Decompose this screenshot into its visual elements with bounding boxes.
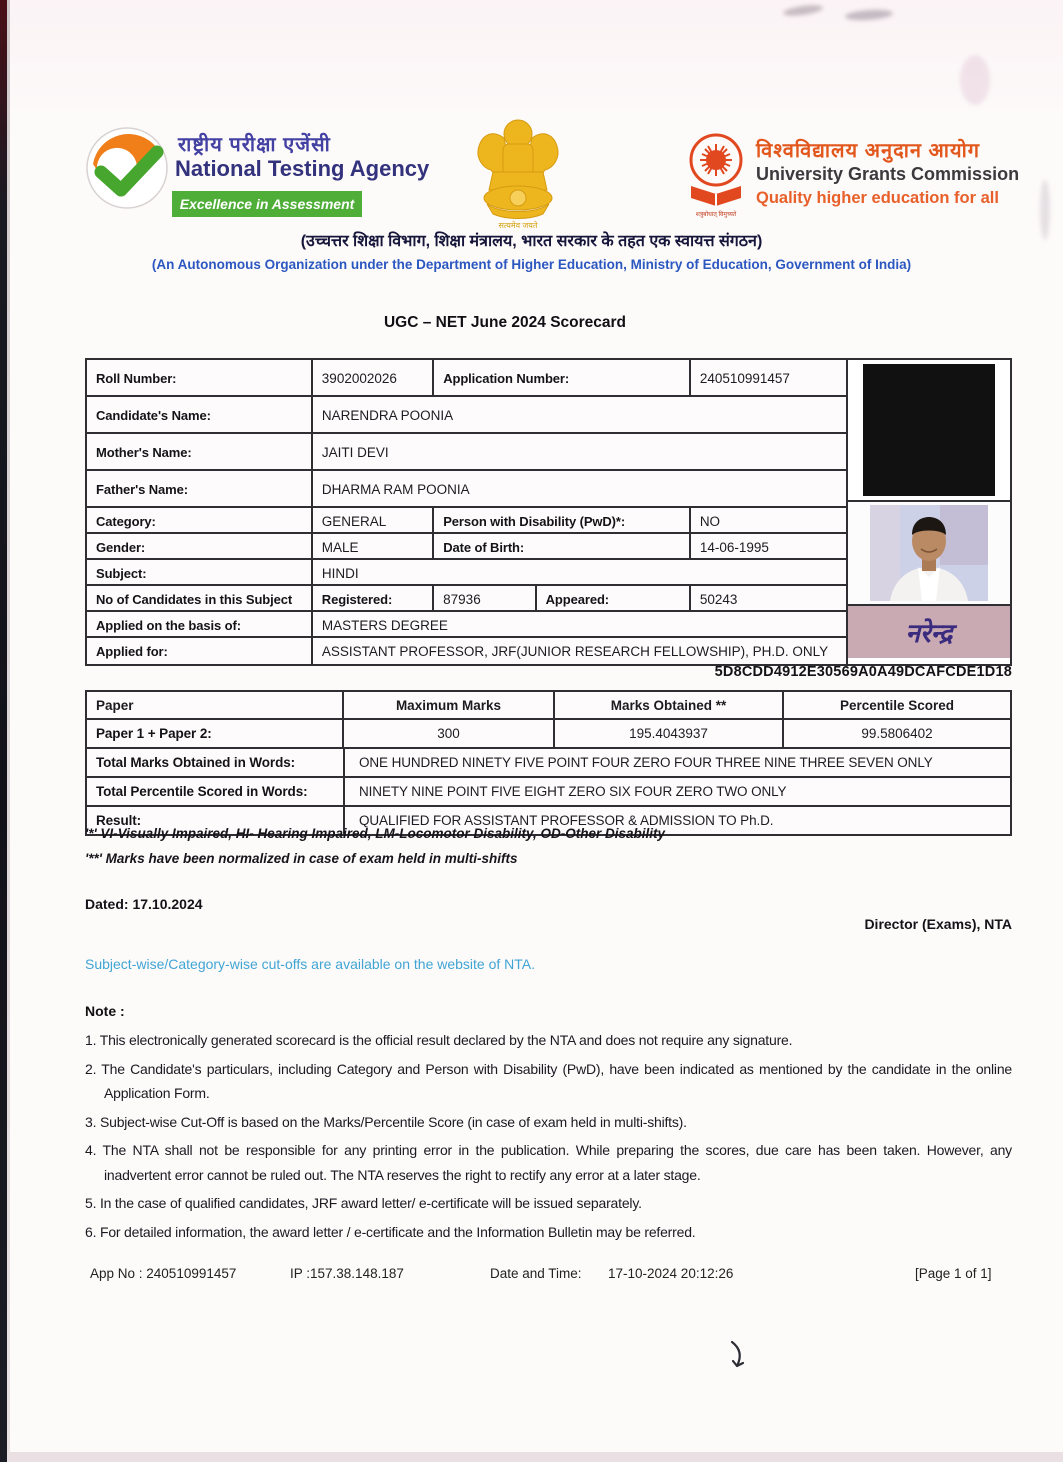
candidates-count-label: No of Candidates in this Subject xyxy=(87,586,313,612)
dob-label: Date of Birth: xyxy=(434,534,691,560)
subject-value: HINDI xyxy=(321,565,359,581)
candidate-table-grid xyxy=(85,358,848,666)
gender-label: Gender: xyxy=(87,534,313,560)
notes-list xyxy=(85,1028,1012,1248)
subject-label: Subject: xyxy=(87,560,313,586)
nta-tagline-banner xyxy=(172,191,362,217)
note-item-5: 5. In the case of qualified candidates, JRF award letter/ e-certificate will be issued separately. xyxy=(85,1195,642,1211)
total-percentile-words-value: NINETY NINE POINT FIVE EIGHT ZERO SIX FOUR ZERO TWO ONLY xyxy=(359,784,787,799)
mother-name-value: JAITI DEVI xyxy=(321,445,389,460)
percentile-value: 99.5806402 xyxy=(861,726,933,741)
category-label: Category: xyxy=(87,508,313,534)
table-row xyxy=(87,560,846,586)
pen-mark-artifact xyxy=(726,1340,748,1376)
qr-code xyxy=(848,360,1010,502)
footer-ip-address: IP :157.38.148.187 xyxy=(290,1266,404,1281)
maximum-marks-header: Maximum Marks xyxy=(344,692,555,718)
result-value: QUALIFIED FOR ASSISTANT PROFESSOR & ADMISSION TO Ph.D. xyxy=(359,813,774,828)
scan-smudge xyxy=(783,3,824,17)
dated-line: Dated: 17.10.2024 xyxy=(85,896,203,912)
verification-hash: 5D8CDD4912E30569A0A49DCAFCDE1D18 xyxy=(714,664,1012,680)
footnote-normalization: '**' Marks have been normalized in case of exam held in multi-shifts xyxy=(85,851,518,866)
pwd-value: NO xyxy=(699,513,721,529)
candidate-photo xyxy=(848,502,1010,606)
total-marks-words-value: ONE HUNDRED NINETY FIVE POINT FOUR ZERO FOUR THREE NINE THREE SEVEN ONLY xyxy=(359,755,933,770)
table-row xyxy=(87,471,846,508)
appeared-label: Appeared: xyxy=(537,586,691,612)
appeared-value: 50243 xyxy=(699,591,738,607)
table-header-row xyxy=(87,692,1010,720)
table-row xyxy=(87,586,846,612)
applied-basis-label: Applied on the basis of: xyxy=(87,612,313,638)
dob-value: 14-06-1995 xyxy=(699,539,769,555)
note-item-4: 4. The NTA shall not be responsible for any printing error in the publication. While preparing the scores, due care has been taken. However, any inadvertent error cannot be ruled out. The NTA reserves the right to rectify any error at a later stage. xyxy=(85,1142,1012,1183)
father-name-value: DHARMA RAM POONIA xyxy=(321,482,470,497)
scan-tint-top xyxy=(0,0,1063,120)
roll-number-value: 3902002026 xyxy=(313,360,434,397)
table-row xyxy=(87,612,846,638)
ugc-name-hindi: विश्वविद्यालय अनुदान आयोग xyxy=(756,140,981,162)
application-number-label: Application Number: xyxy=(434,360,691,397)
pwd-label: Person with Disability (PwD)*: xyxy=(434,508,691,534)
roll-number-label: Roll Number: xyxy=(87,360,313,397)
applied-for-label: Applied for: xyxy=(87,638,313,664)
scan-tint-bottom xyxy=(0,1452,1063,1462)
table-row xyxy=(87,534,846,560)
scan-edge-strip-light xyxy=(7,0,10,1462)
registered-label: Registered: xyxy=(313,586,434,612)
percentile-header: Percentile Scored xyxy=(839,697,955,713)
paper-header: Paper xyxy=(87,692,344,718)
gender-value: MALE xyxy=(313,534,434,560)
page-footer xyxy=(0,1266,1063,1286)
scan-smudge xyxy=(960,55,990,105)
signatory-line: Director (Exams), NTA xyxy=(864,916,1012,932)
note-item-6: 6. For detailed information, the award letter / e-certificate and the Information Bulletin may be referred. xyxy=(85,1223,696,1240)
cutoff-availability-note: Subject-wise/Category-wise cut-offs are available on the website of NTA. xyxy=(85,956,536,972)
table-row xyxy=(87,360,846,397)
table-row xyxy=(87,720,1010,749)
table-row xyxy=(87,508,846,534)
org-line-english: (An Autonomous Organization under the Department of Higher Education, Ministry of Education, Government of India) xyxy=(151,257,912,272)
total-percentile-words-label: Total Percentile Scored in Words: xyxy=(87,778,345,805)
table-row xyxy=(87,749,1010,778)
result-label: Result: xyxy=(87,807,345,834)
applied-for-value: ASSISTANT PROFESSOR, JRF(JUNIOR RESEARCH FELLOWSHIP), PH.D. ONLY xyxy=(321,643,829,659)
candidate-name-value: NARENDRA POONIA xyxy=(321,408,454,423)
note-item-1: 1. This electronically generated scorecard is the official result declared by the NTA and does not require any signature. xyxy=(85,1032,793,1048)
footer-datetime-label: Date and Time: xyxy=(490,1266,582,1281)
registered-value: 87936 xyxy=(434,586,536,612)
mother-name-label: Mother's Name: xyxy=(87,434,313,471)
org-line-hindi: (उच्चत्तर शिक्षा विभाग, शिक्षा मंत्रालय, भारत सरकार के तहत एक स्वायत्त संगठन) xyxy=(300,233,763,250)
paper-row-label: Paper 1 + Paper 2: xyxy=(87,720,344,747)
scan-edge-strip xyxy=(0,0,7,1462)
candidate-signature xyxy=(848,606,1010,658)
father-name-label: Father's Name: xyxy=(87,471,313,508)
table-row xyxy=(87,434,846,471)
marks-obtained-value: 195.4043937 xyxy=(555,720,784,747)
candidate-details-table xyxy=(85,358,1012,666)
footnote-disability-codes: '*' VI-Visually Impaired, HI- Hearing Impaired, LM-Locomotor Disability, OD-Other Disability xyxy=(85,826,666,841)
ugc-tagline: Quality higher education for all xyxy=(756,189,999,207)
footer-datetime-value: 17-10-2024 20:12:26 xyxy=(608,1266,734,1281)
ugc-logo-icon xyxy=(683,132,749,218)
table-row xyxy=(87,397,846,434)
footer-page-indicator: [Page 1 of 1] xyxy=(915,1266,992,1281)
applied-basis-value: MASTERS DEGREE xyxy=(321,617,448,633)
candidate-media-column xyxy=(848,358,1012,666)
note-item-3: 3. Subject-wise Cut-Off is based on the Marks/Percentile Score (in case of exam held in multi-shifts). xyxy=(85,1113,687,1130)
notes-heading: Note : xyxy=(85,1003,125,1019)
application-number-value: 240510991457 xyxy=(699,371,790,386)
marks-obtained-header: Marks Obtained ** xyxy=(555,692,784,718)
category-value: GENERAL xyxy=(313,508,434,534)
scan-smudge xyxy=(845,8,894,21)
total-marks-words-label: Total Marks Obtained in Words: xyxy=(87,749,345,776)
footer-app-number: App No : 240510991457 xyxy=(90,1266,237,1281)
marks-table xyxy=(85,690,1012,836)
svg-text:शत्रुबोधात् विमुच्यते: शत्रुबोधात् विमुच्यते xyxy=(695,212,737,218)
candidate-name-label: Candidate's Name: xyxy=(87,397,313,434)
note-item-2: 2. The Candidate's particulars, including Category and Person with Disability (PwD), have been indicated as mentioned by the candidate in the online Application Form. xyxy=(85,1060,1012,1101)
table-row xyxy=(87,778,1010,807)
ugc-name-english: University Grants Commission xyxy=(756,164,1020,184)
signature-text: नरेन्द्र xyxy=(905,619,953,649)
nta-name-hindi: राष्ट्रीय परीक्षा एजेंसी xyxy=(178,134,331,156)
emblem-caption: सत्यमेव जयते xyxy=(498,221,538,230)
ashoka-emblem-icon xyxy=(463,116,573,232)
nta-tagline-text: Excellence in Assessment xyxy=(179,196,355,212)
page-title: UGC – NET June 2024 Scorecard xyxy=(383,314,627,331)
nta-name-english: National Testing Agency xyxy=(175,156,430,181)
maximum-marks-value: 300 xyxy=(344,720,555,747)
nta-logo-icon xyxy=(85,126,169,210)
table-row xyxy=(87,638,846,664)
